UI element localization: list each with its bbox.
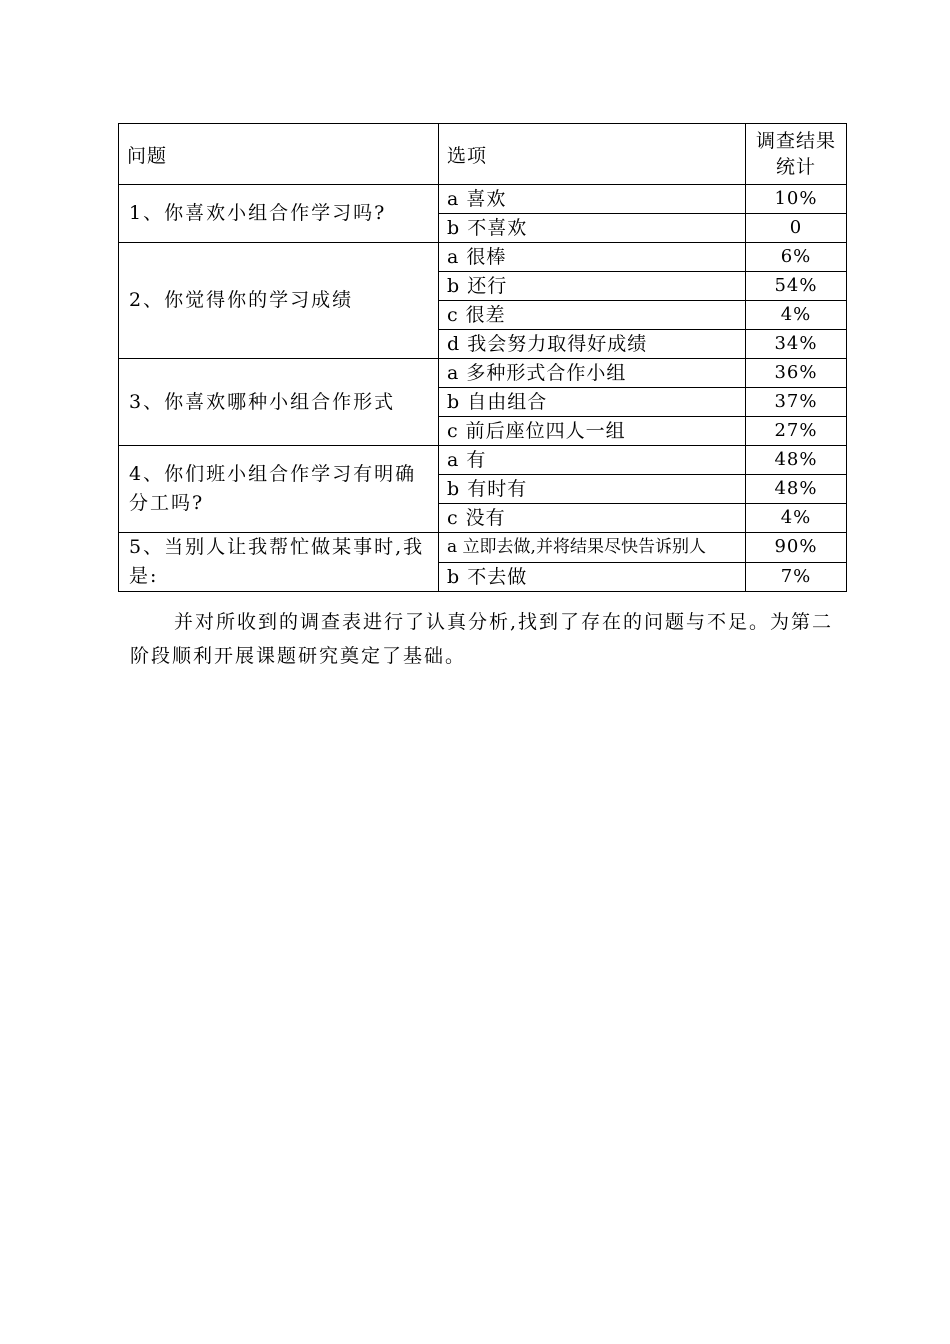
option-cell: a 多种形式合作小组 — [439, 359, 746, 388]
header-question: 问题 — [119, 124, 439, 185]
result-cell: 48% — [746, 446, 847, 475]
option-cell: a 立即去做,并将结果尽快告诉别人 — [439, 533, 746, 563]
table-row — [119, 359, 847, 388]
question-cell: 2、你觉得你的学习成绩 — [119, 243, 439, 359]
body-paragraph: 并对所收到的调查表进行了认真分析,找到了存在的问题与不足。为第二阶段顺利开展课题研究奠定了基础。 — [130, 611, 834, 667]
option-cell: c 很差 — [439, 301, 746, 330]
table-row — [119, 185, 847, 214]
option-cell: a 喜欢 — [439, 185, 746, 214]
result-cell: 10% — [746, 185, 847, 214]
survey-table — [118, 123, 847, 592]
result-cell: 54% — [746, 272, 847, 301]
option-cell: a 很棒 — [439, 243, 746, 272]
question-cell: 5、当别人让我帮忙做某事时,我是: — [119, 533, 439, 592]
table-row — [119, 446, 847, 475]
question-cell: 3、你喜欢哪种小组合作形式 — [119, 359, 439, 446]
header-option: 选项 — [439, 124, 746, 185]
option-cell: b 自由组合 — [439, 388, 746, 417]
result-cell: 4% — [746, 504, 847, 533]
option-cell: a 有 — [439, 446, 746, 475]
table-row — [119, 533, 847, 563]
result-cell: 7% — [746, 562, 847, 592]
result-cell: 36% — [746, 359, 847, 388]
result-cell: 6% — [746, 243, 847, 272]
option-cell: d 我会努力取得好成绩 — [439, 330, 746, 359]
option-cell: c 没有 — [439, 504, 746, 533]
table-header-row — [119, 124, 847, 185]
option-cell: b 不去做 — [439, 562, 746, 592]
question-cell: 4、你们班小组合作学习有明确分工吗? — [119, 446, 439, 533]
option-cell: b 还行 — [439, 272, 746, 301]
result-cell: 48% — [746, 475, 847, 504]
table-row — [119, 243, 847, 272]
option-cell: c 前后座位四人一组 — [439, 417, 746, 446]
header-result: 调查结果统计 — [746, 124, 847, 185]
result-cell: 90% — [746, 533, 847, 563]
result-cell: 4% — [746, 301, 847, 330]
question-cell: 1、你喜欢小组合作学习吗? — [119, 185, 439, 243]
result-cell: 37% — [746, 388, 847, 417]
option-cell: b 有时有 — [439, 475, 746, 504]
result-cell: 34% — [746, 330, 847, 359]
result-cell: 27% — [746, 417, 847, 446]
result-cell: 0 — [746, 214, 847, 243]
option-cell: b 不喜欢 — [439, 214, 746, 243]
